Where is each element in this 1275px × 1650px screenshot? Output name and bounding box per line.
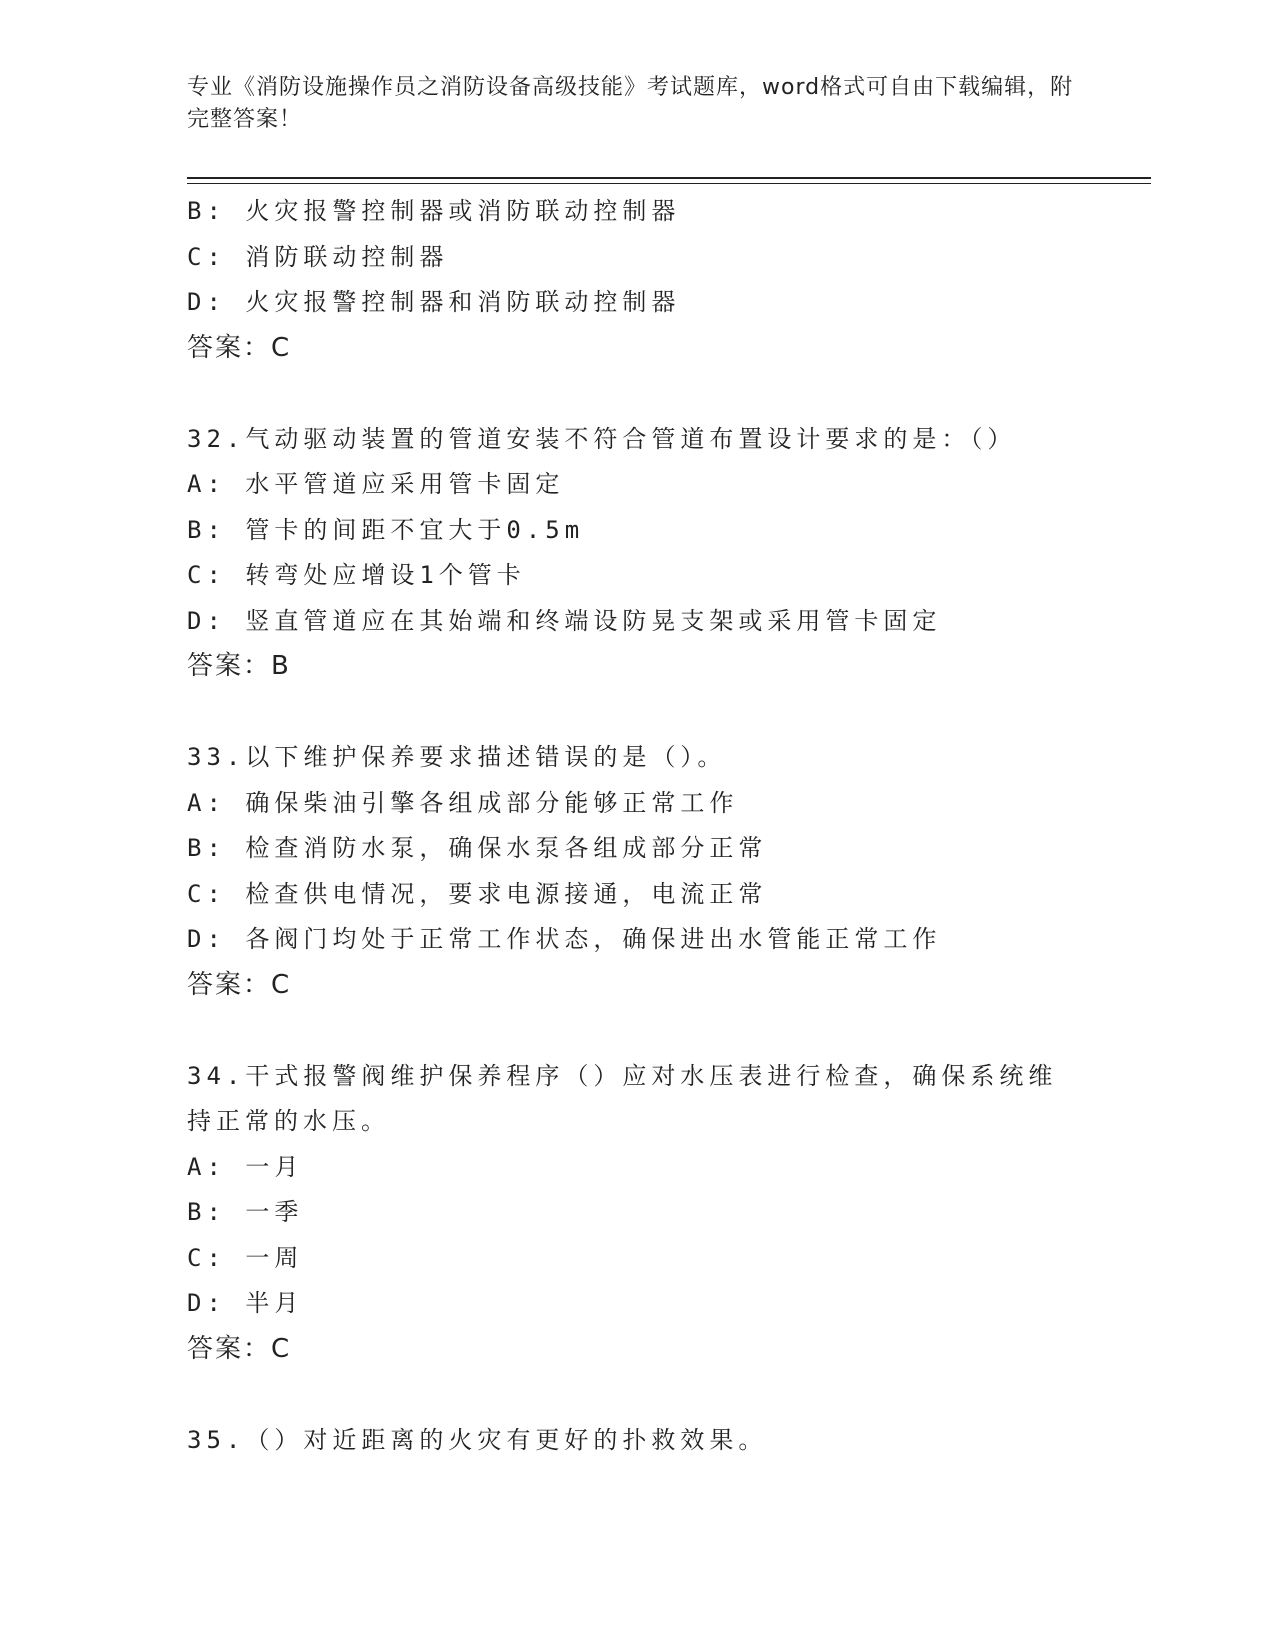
question-stem: 34.干式报警阀维护保养程序（）应对水压表进行检查，确保系统维持正常的水压。 xyxy=(187,1061,1058,1135)
option-c: C: 转弯处应增设1个管卡 xyxy=(187,561,526,589)
option-d: D: 火灾报警控制器和消防联动控制器 xyxy=(187,288,681,316)
option-a: A: 一月 xyxy=(187,1152,304,1181)
document-body xyxy=(187,189,1147,1463)
option-a: A: 确保柴油引擎各组成部分能够正常工作 xyxy=(187,788,739,817)
question-32 xyxy=(187,417,1147,690)
option-a: A: 水平管道应采用管卡固定 xyxy=(187,470,565,498)
question-stem: 32.气动驱动装置的管道安装不符合管道布置设计要求的是：（） xyxy=(187,424,1017,453)
option-c: C: 检查供电情况，要求电源接通，电流正常 xyxy=(187,879,768,908)
header-divider-thick xyxy=(187,177,1151,179)
answer-line: 答案：C xyxy=(187,1333,292,1364)
option-b: B: 火灾报警控制器或消防联动控制器 xyxy=(187,197,681,225)
option-c: C: 一周 xyxy=(187,1243,304,1272)
option-c: C: 消防联动控制器 xyxy=(187,242,449,271)
option-b: B: 检查消防水泵，确保水泵各组成部分正常 xyxy=(187,834,768,862)
option-b: B: 管卡的间距不宜大于0.5m xyxy=(187,515,585,544)
answer-line: 答案：C xyxy=(187,332,292,363)
option-d: D: 各阀门均处于正常工作状态，确保进出水管能正常工作 xyxy=(187,925,942,953)
answer-line: 答案：B xyxy=(187,651,291,681)
question-33 xyxy=(187,735,1147,1008)
option-b: B: 一季 xyxy=(187,1198,304,1226)
option-d: D: 半月 xyxy=(187,1289,304,1317)
option-d: D: 竖直管道应在其始端和终端设防晃支架或采用管卡固定 xyxy=(187,606,942,635)
question-stem: 35.（）对近距离的火灾有更好的扑救效果。 xyxy=(187,1425,768,1454)
question-stem: 33.以下维护保养要求描述错误的是（）。 xyxy=(187,743,727,771)
header-divider-thin xyxy=(187,183,1151,184)
question-31-continued xyxy=(187,189,1147,371)
answer-line: 答案：C xyxy=(187,969,292,1000)
question-34 xyxy=(187,1054,1147,1373)
document-header: 专业《消防设施操作员之消防设备高级技能》考试题库，word格式可自由下载编辑，附完整答案！ xyxy=(187,75,1074,132)
question-35 xyxy=(187,1418,1147,1464)
